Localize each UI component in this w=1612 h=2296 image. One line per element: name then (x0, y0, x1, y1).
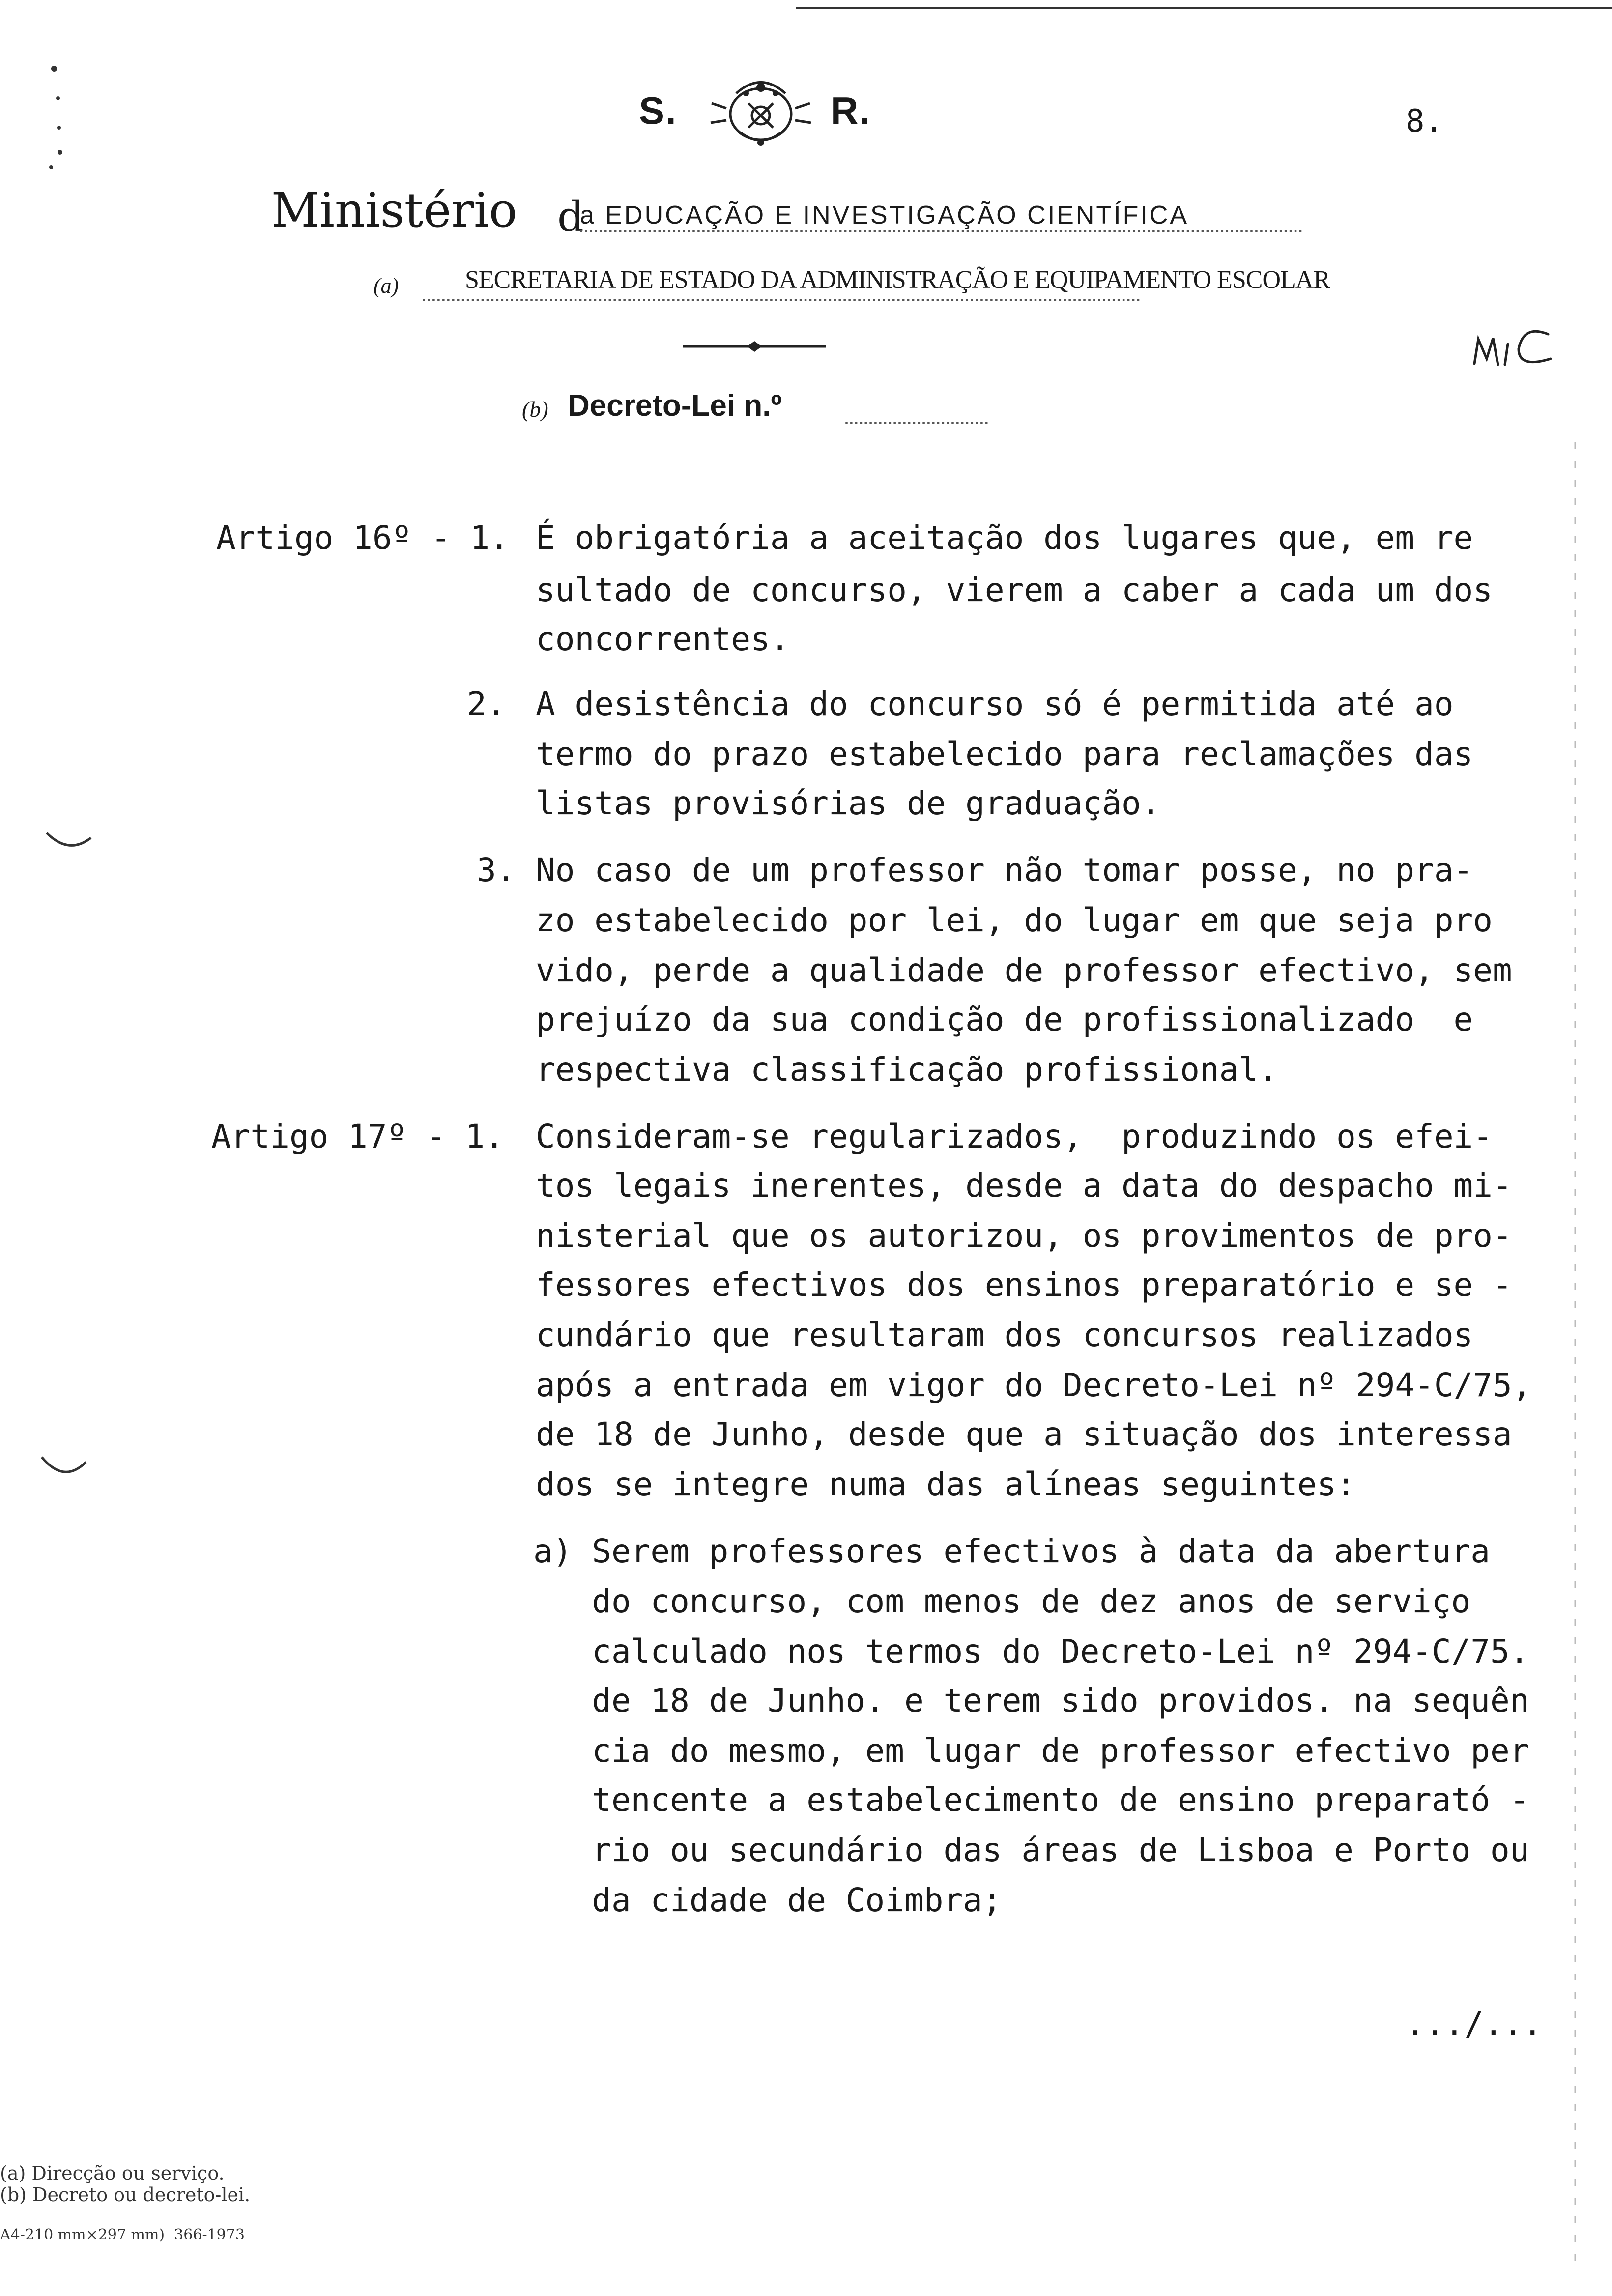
secretaria-name: SECRETARIA DE ESTADO DA ADMINISTRAÇÃO E EQUIPAMENTO ESCOLAR (465, 266, 1330, 294)
crest-icon (707, 74, 815, 152)
emblem-right-letter: R. (831, 89, 871, 132)
text-line: termo do prazo estabelecido para reclamações das (536, 735, 1473, 773)
text-line: listas provisórias de graduação. (536, 784, 1161, 822)
footnote-b: (b) Decreto ou decreto-lei. (0, 2184, 251, 2206)
text-line: fessores efectivos dos ensinos preparatório e se - (536, 1266, 1512, 1304)
footnote-ref-a: (a) (374, 274, 399, 298)
continuation-mark: .../... (1406, 2005, 1543, 2043)
article-17-label: Artigo 17º - 1. (211, 1118, 505, 1155)
handwritten-initials (1469, 319, 1558, 373)
paragraph-number: 3. (477, 851, 516, 889)
emblem-left-letter: S. (639, 89, 677, 132)
text-line: No caso de um professor não tomar posse, no pra- (536, 851, 1473, 889)
list-item-line: tencente a estabelecimento de ensino preparató - (533, 1781, 1529, 1819)
text-line: após a entrada em vigor do Decreto-Lei nº 294-C/75, (536, 1366, 1532, 1404)
margin-dots (44, 59, 69, 177)
list-item-line: do concurso, com menos de dez anos de serviço (533, 1582, 1471, 1620)
top-rule (796, 7, 1612, 9)
paragraph-number: 2. (467, 685, 506, 723)
article-16-label: Artigo 16º - 1. (216, 519, 510, 557)
text-line: prejuízo da sua condição de profissionalizado e (536, 1001, 1473, 1038)
text-line: vido, perde a qualidade de professor efectivo, sem (536, 951, 1512, 989)
text-line: tos legais inerentes, desde a data do despacho mi- (536, 1167, 1512, 1205)
page-number: 8. (1406, 103, 1444, 140)
list-item-line: de 18 de Junho. e terem sido providos. na sequên (533, 1682, 1529, 1720)
text-line: respectiva classificação profissional. (536, 1051, 1278, 1089)
margin-line (1570, 442, 1580, 2261)
secretaria-dotted-line (423, 299, 1140, 301)
text-line: zo estabelecido por lei, do lugar em que seja pro (536, 901, 1493, 939)
list-item-line: rio ou secundário das áreas de Lisboa e Porto ou (533, 1831, 1529, 1869)
list-item-line: da cidade de Coimbra; (533, 1881, 1002, 1919)
text-line: A desistência do concurso só é permitida até ao (536, 685, 1454, 723)
text-line: nisterial que os autorizou, os provimentos de pro- (536, 1217, 1512, 1255)
ministry-d: d (557, 193, 584, 241)
footnote-ref-b: (b) (522, 397, 548, 422)
text-line: Consideram-se regularizados, produzindo os efei- (536, 1118, 1493, 1155)
list-item-line: calculado nos termos do Decreto-Lei nº 294-C/75. (533, 1633, 1529, 1670)
decreto-dotted-line (845, 422, 988, 424)
decreto-label: Decreto-Lei n.º (568, 389, 782, 423)
list-item-line: a) Serem professores efectivos à data da abertura (533, 1532, 1491, 1570)
text-line: É obrigatória a aceitação dos lugares que, em re (536, 519, 1473, 557)
punch-mark (44, 831, 93, 850)
ornament-divider (683, 339, 826, 354)
text-line: concorrentes. (536, 620, 790, 658)
ministry-prefix: Ministério (271, 183, 518, 238)
text-line: cundário que resultaram dos concursos realizados (536, 1316, 1473, 1354)
footnote-a: (a) Direcção ou serviço. (0, 2162, 225, 2184)
text-line: sultado de concurso, vierem a caber a cada um dos (536, 571, 1493, 609)
ministry-name: a EDUCAÇÃO E INVESTIGAÇÃO CIENTÍFICA (580, 201, 1189, 230)
text-line: dos se integre numa das alíneas seguintes: (536, 1465, 1356, 1503)
list-item-line: cia do mesmo, em lugar de professor efectivo per (533, 1732, 1529, 1770)
text-line: de 18 de Junho, desde que a situação dos interessa (536, 1415, 1512, 1453)
form-code: A4-210 mm×297 mm) 366-1973 (0, 2226, 245, 2243)
ministry-dotted-line (580, 230, 1302, 232)
punch-mark (39, 1455, 88, 1479)
